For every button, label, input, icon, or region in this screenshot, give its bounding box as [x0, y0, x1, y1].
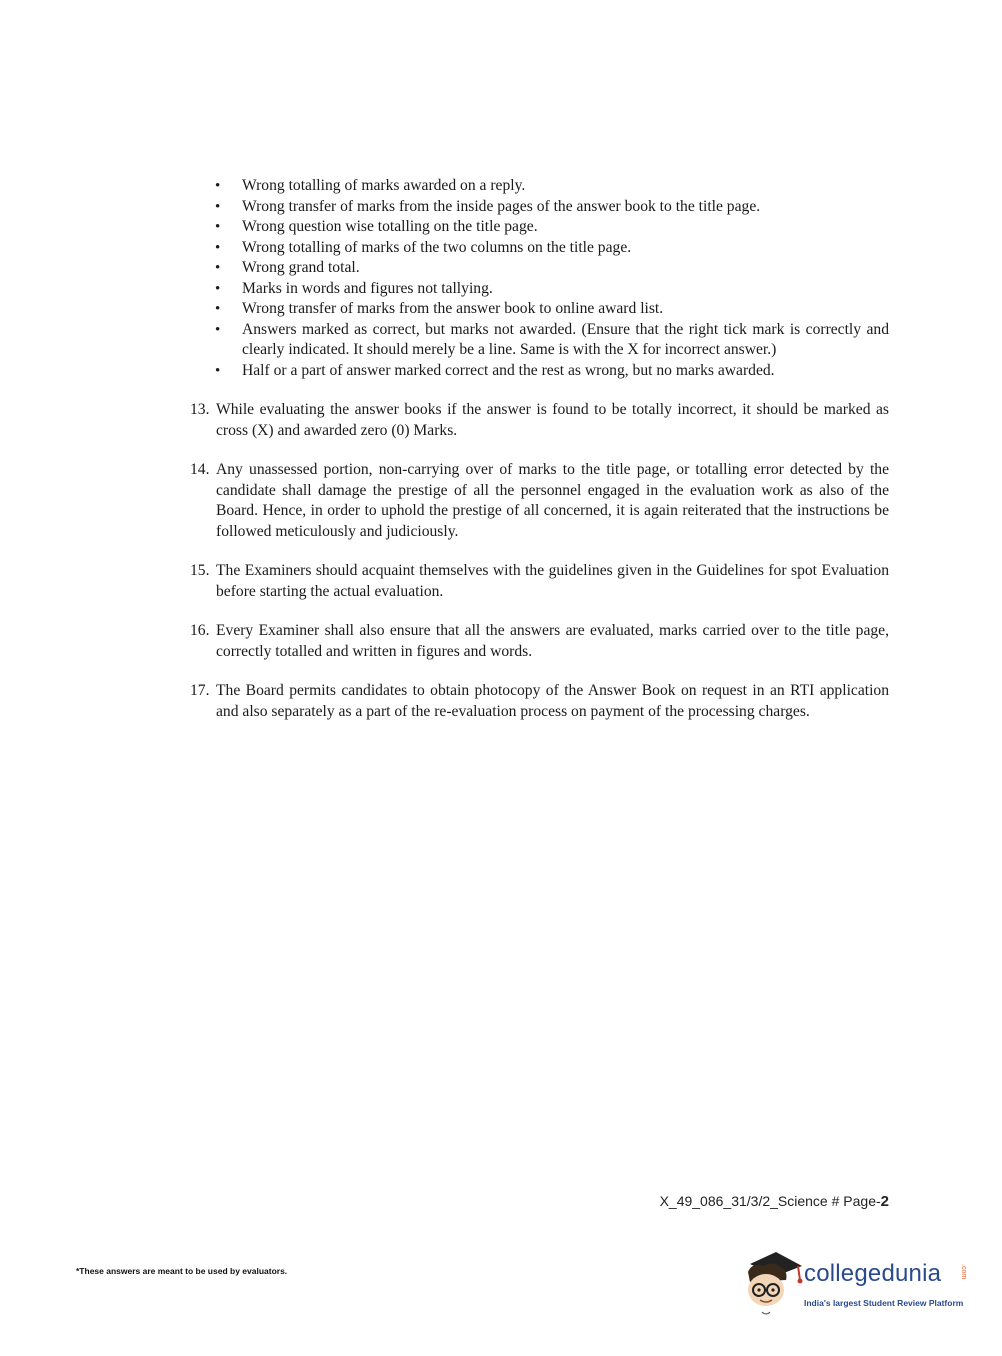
numbered-item-16: [190, 621, 889, 662]
numbered-list: [190, 400, 889, 722]
bullet-item: • Wrong transfer of marks from the answer book to online award list.: [190, 299, 889, 320]
bullet-item: • Wrong totalling of marks awarded on a reply.: [190, 176, 889, 197]
item-number: 14.: [190, 461, 210, 478]
item-number: 17.: [190, 682, 210, 699]
item-text: The Board permits candidates to obtain photocopy of the Answer Book on request in an RTI application and also separately as a part of the re-evaluation process on payment of the processing charges.: [216, 682, 889, 720]
logo-tagline: India's largest Student Review Platform: [804, 1298, 964, 1308]
bullet-list: [190, 176, 889, 381]
evaluator-disclaimer: *These answers are meant to be used by evaluators.: [76, 1266, 288, 1276]
item-number: 13.: [190, 401, 210, 418]
item-number: 16.: [190, 622, 210, 639]
bullet-item: • Marks in words and figures not tallying.: [190, 279, 889, 300]
numbered-item-17: [190, 681, 889, 722]
bullet-item: • Wrong transfer of marks from the inside pages of the answer book to the title page.: [190, 197, 889, 218]
bullet-item: • Wrong question wise totalling on the title page.: [190, 217, 889, 238]
bullet-item: • Wrong grand total.: [190, 258, 889, 279]
bullet-item: • Answers marked as correct, but marks not awarded. (Ensure that the right tick mark is correctly and clearly indicated. It should merely be a line. Same is with the X for incorrect answer.): [190, 320, 889, 361]
item-text: Any unassessed portion, non-carrying over of marks to the title page, or totalling error detected by the candidate shall damage the prestige of all the personnel engaged in the evaluation work as also of the Board. Hence, in order to uphold the prestige of all concerned, it is again reiterated that the instructions be followed meticulously and judiciously.: [216, 461, 889, 540]
page-body: [190, 176, 889, 722]
item-text: While evaluating the answer books if the answer is found to be totally incorrect, it should be marked as cross (X) and awarded zero (0) Marks.: [216, 401, 889, 439]
document-code: X_49_086_31/3/2_Science # Page-: [659, 1193, 881, 1209]
collegedunia-logo: [742, 1246, 972, 1316]
logo-wordmark: collegedunia: [804, 1260, 942, 1287]
item-text: Every Examiner shall also ensure that all the answers are evaluated, marks carried over to the title page, correctly totalled and written in figures and words.: [216, 622, 889, 660]
item-number: 15.: [190, 562, 210, 579]
numbered-item-14: [190, 460, 889, 542]
bullet-item: • Half or a part of answer marked correct and the rest as wrong, but no marks awarded.: [190, 361, 889, 382]
mascot-icon: [742, 1246, 804, 1316]
numbered-item-15: [190, 561, 889, 602]
page-number: 2: [880, 1193, 889, 1210]
item-text: The Examiners should acquaint themselves with the guidelines given in the Guidelines for spot Evaluation before starting the actual evaluation.: [216, 562, 889, 600]
logo-suffix: .com: [960, 1264, 967, 1280]
page-reference: [660, 1193, 889, 1210]
numbered-item-13: [190, 400, 889, 441]
bullet-item: • Wrong totalling of marks of the two columns on the title page.: [190, 238, 889, 259]
